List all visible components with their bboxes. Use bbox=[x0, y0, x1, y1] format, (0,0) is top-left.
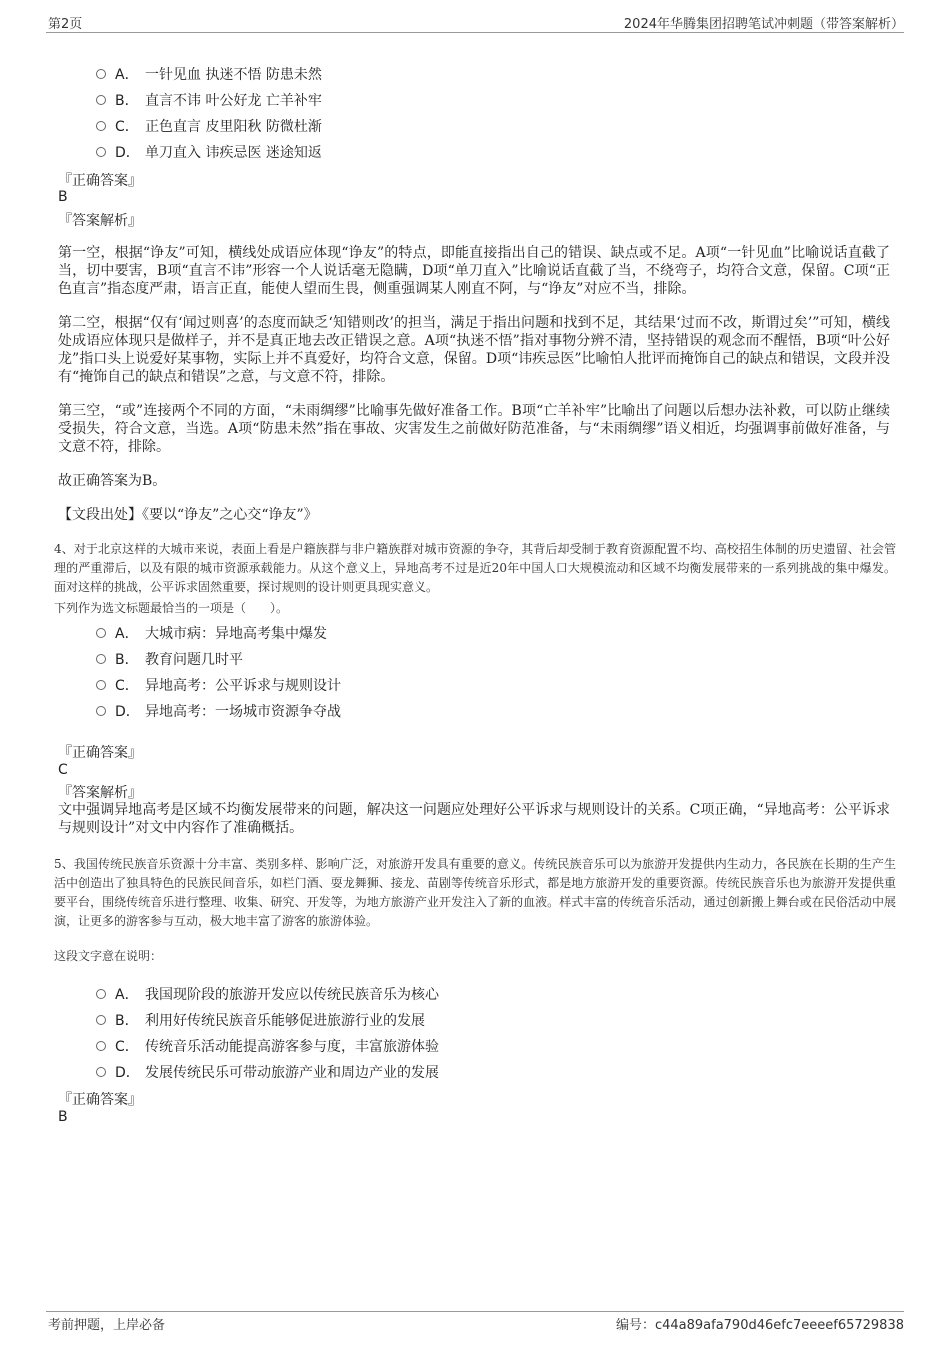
radio-icon[interactable] bbox=[96, 69, 106, 79]
option-letter: D． bbox=[115, 145, 140, 161]
radio-icon[interactable] bbox=[96, 147, 106, 157]
q5-option-a[interactable] bbox=[96, 984, 439, 1006]
option-letter: A． bbox=[115, 67, 139, 83]
option-letter: C． bbox=[115, 119, 139, 135]
option-text: 单刀直入 讳疾忌医 迷途知返 bbox=[145, 145, 322, 161]
option-text: 异地高考：一场城市资源争夺战 bbox=[145, 704, 341, 720]
radio-icon[interactable] bbox=[96, 628, 106, 638]
radio-icon[interactable] bbox=[96, 121, 106, 131]
document-id: 编号：c44a89afa790d46efc7eeeef65729838 bbox=[615, 1318, 904, 1333]
q3-option-a[interactable] bbox=[96, 64, 322, 86]
option-text: 我国现阶段的旅游开发应以传统民族音乐为核心 bbox=[145, 987, 439, 1003]
option-text: 一针见血 执迷不悟 防患未然 bbox=[145, 67, 322, 83]
radio-icon[interactable] bbox=[96, 680, 106, 690]
q4-answer-label: 『正确答案』 bbox=[58, 745, 142, 761]
q5-option-b[interactable] bbox=[96, 1010, 425, 1032]
option-letter: B． bbox=[115, 93, 139, 109]
q3-option-c[interactable] bbox=[96, 116, 322, 138]
q3-answer: B bbox=[58, 189, 68, 205]
q5-option-c[interactable] bbox=[96, 1036, 439, 1058]
option-text: 利用好传统民族音乐能够促进旅游行业的发展 bbox=[145, 1013, 425, 1029]
option-letter: C． bbox=[115, 678, 139, 694]
radio-icon[interactable] bbox=[96, 989, 106, 999]
q3-analysis-label: 『答案解析』 bbox=[58, 213, 142, 229]
radio-icon[interactable] bbox=[96, 1041, 106, 1051]
q5-option-d[interactable] bbox=[96, 1062, 439, 1084]
q4-analysis: 文中强调异地高考是区域不均衡发展带来的问题，解决这一问题应处理好公平诉求与规则设计的关系。C项正确，“异地高考：公平诉求与规则设计”对文中内容作了准确概括。 bbox=[58, 802, 890, 836]
q5-answer: B bbox=[58, 1109, 68, 1125]
q3-conclusion: 故正确答案为B。 bbox=[58, 473, 167, 489]
footer-divider bbox=[46, 1311, 904, 1312]
option-text: 传统音乐活动能提高游客参与度，丰富旅游体验 bbox=[145, 1039, 439, 1055]
radio-icon[interactable] bbox=[96, 1067, 106, 1077]
q4-answer: C bbox=[58, 762, 68, 778]
option-letter: D． bbox=[115, 1065, 140, 1081]
option-text: 发展传统民乐可带动旅游产业和周边产业的发展 bbox=[145, 1065, 439, 1081]
q4-option-d[interactable] bbox=[96, 701, 341, 723]
q3-answer-label: 『正确答案』 bbox=[58, 173, 142, 189]
q4-option-b[interactable] bbox=[96, 649, 243, 671]
radio-icon[interactable] bbox=[96, 706, 106, 716]
radio-icon[interactable] bbox=[96, 654, 106, 664]
q3-option-d[interactable] bbox=[96, 142, 322, 164]
option-letter: B． bbox=[115, 652, 139, 668]
document-title: 2024年华腾集团招聘笔试冲刺题（带答案解析） bbox=[623, 17, 904, 32]
q4-prompt: 下列作为选文标题最恰当的一项是（ ）。 bbox=[54, 601, 289, 615]
footer-slogan: 考前押题，上岸必备 bbox=[48, 1318, 166, 1333]
q5-prompt: 这段文字意在说明： bbox=[54, 949, 163, 963]
q4-stem: 4、对于北京这样的大城市来说，表面上看是户籍族群与非户籍族群对城市资源的争夺，其背后却受制于教育资源配置不均、高校招生体制的历史遗留、社会管理的严重滞后，以及有限的城市资源承载能力。从这个意义上，异地高考不过是近20年中国人口大规模流动和区域不均衡发展带来的一系列挑战的集中爆发。面对这样的挑战，公平诉求固然重要，探讨规则的设计则更具现实意义。 bbox=[54, 542, 896, 594]
q3-option-b[interactable] bbox=[96, 90, 322, 112]
q3-source: 【文段出处】《要以“诤友”之心交“诤友”》 bbox=[58, 507, 318, 523]
q4-analysis-label: 『答案解析』 bbox=[58, 785, 142, 801]
option-letter: A． bbox=[115, 626, 139, 642]
q5-stem: 5、我国传统民族音乐资源十分丰富、类别多样、影响广泛，对旅游开发具有重要的意义。传统民族音乐可以为旅游开发提供内生动力，各民族在长期的生产生活中创造出了独具特色的民族民间音乐，如栏门酒、耍龙舞狮、接龙、苗剧等传统音乐形式，都是地方旅游开发的重要资源。传统民族音乐也为旅游开发提供重要平台，围绕传统音乐进行整理、收集、研究、开发等，为地方旅游产业开发注入了新的血液。样式丰富的传统音乐活动，通过创新搬上舞台或在民俗活动中展演，让更多的游客参与互动，极大地丰富了游客的旅游体验。 bbox=[54, 857, 896, 928]
option-text: 教育问题几时平 bbox=[145, 652, 243, 668]
option-letter: D． bbox=[115, 704, 140, 720]
q3-analysis-paragraph-1: 第一空，根据“诤友”可知，横线处成语应体现“诤友”的特点，即能直接指出自己的错误、缺点或不足。A项“一针见血”比喻说话直截了当，切中要害，B项“直言不讳”形容一个人说话毫无隐瞒，D项“单刀直入”比喻说话直截了当，不绕弯子，均符合文意，保留。C项“正色直言”指态度严肃，语言正直，能使人望而生畏，侧重强调某人刚直不阿，与“诤友”对应不当，排除。 bbox=[58, 245, 890, 297]
option-text: 大城市病：异地高考集中爆发 bbox=[145, 626, 327, 642]
q3-analysis-paragraph-3: 第三空，“或”连接两个不同的方面，“未雨绸缪”比喻事先做好准备工作。B项“亡羊补牢”比喻出了问题以后想办法补救，可以防止继续受损失，符合文意，当选。A项“防患未然”指在事故、灾害发生之前做好防范准备，与“未雨绸缪”语义相近，均强调事前做好准备，与文意不符，排除。 bbox=[58, 403, 890, 455]
option-letter: B． bbox=[115, 1013, 139, 1029]
header-divider bbox=[46, 32, 904, 33]
q4-option-a[interactable] bbox=[96, 623, 327, 645]
q5-answer-label: 『正确答案』 bbox=[58, 1092, 142, 1108]
option-letter: A． bbox=[115, 987, 139, 1003]
q3-analysis-paragraph-2: 第二空，根据“仅有‘闻过则喜’的态度而缺乏‘知错则改’的担当，满足于指出问题和找到不足，其结果‘过而不改，斯谓过矣’”可知，横线处成语应体现只是做样子，并不是真正地去改正错误之意。A项“执迷不悟”指对事物分辨不清，坚持错误的观念而不醒悟，B项“叶公好龙”指口头上说爱好某事物，实际上并不真爱好，均符合文意，保留。D项“讳疾忌医”比喻怕人批评而掩饰自己的缺点和错误，文段并没有“掩饰自己的缺点和错误”之意，与文意不符，排除。 bbox=[58, 315, 890, 385]
q4-option-c[interactable] bbox=[96, 675, 341, 697]
option-text: 正色直言 皮里阳秋 防微杜渐 bbox=[145, 119, 322, 135]
radio-icon[interactable] bbox=[96, 95, 106, 105]
option-text: 异地高考：公平诉求与规则设计 bbox=[145, 678, 341, 694]
radio-icon[interactable] bbox=[96, 1015, 106, 1025]
option-letter: C． bbox=[115, 1039, 139, 1055]
option-text: 直言不讳 叶公好龙 亡羊补牢 bbox=[145, 93, 322, 109]
page-number: 第2页 bbox=[48, 17, 83, 32]
